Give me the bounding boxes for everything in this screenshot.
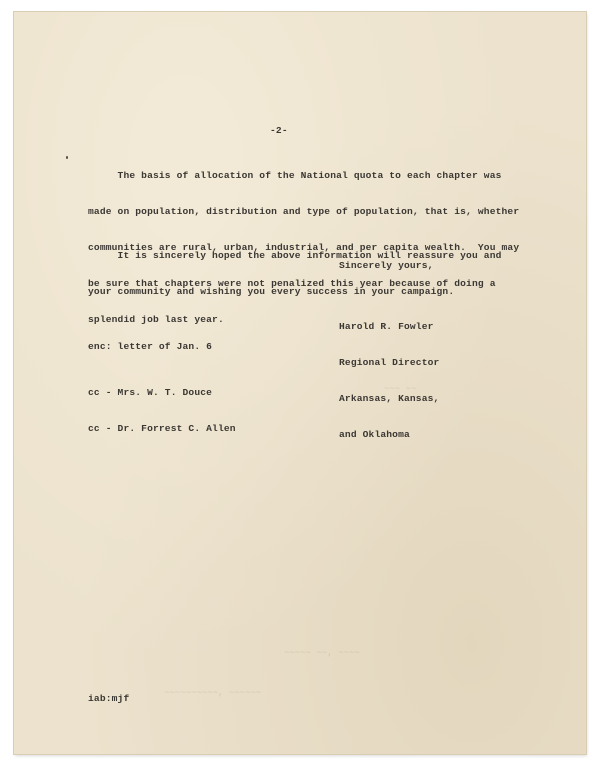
signer-region: Arkansas, Kansas, xyxy=(339,393,440,404)
signer-region: and Oklahoma xyxy=(339,429,410,440)
text-line: communities are rural, urban, industrial, and per capita wealth. You may xyxy=(88,242,520,253)
cc-recipient: cc - Dr. Forrest C. Allen xyxy=(88,423,236,434)
carbon-copy-list xyxy=(88,363,236,459)
body-paragraph-2 xyxy=(88,226,502,322)
page-number: -2- xyxy=(270,125,288,136)
text-line: your community and wishing you every success in your campaign. xyxy=(88,286,455,297)
signer-title: Regional Director xyxy=(339,357,440,368)
bleed-through-mark: ~~~~~~~~~~, ~~~~~~ xyxy=(164,688,262,698)
cc-recipient: cc - Mrs. W. T. Douce xyxy=(88,387,213,398)
margin-mark xyxy=(66,156,68,159)
bleed-through-mark: ~~~~~ ~~, ~~~~ xyxy=(284,648,360,658)
letter-page xyxy=(14,12,586,754)
text-line: The basis of allocation of the National quota to each chapter was xyxy=(88,170,502,181)
bleed-through-mark: ~~~ ~~ xyxy=(384,384,417,394)
signer-name: Harold R. Fowler xyxy=(339,321,434,332)
signature-block xyxy=(339,297,439,465)
text-line: be sure that chapters were not penalized this year because of doing a xyxy=(88,278,496,289)
complimentary-close: Sincerely yours, xyxy=(339,260,434,271)
enclosure-note: enc: letter of Jan. 6 xyxy=(88,341,213,352)
text-line: splendid job last year. xyxy=(88,314,224,325)
text-line: It is sincerely hoped the above information will reassure you and xyxy=(88,250,502,261)
text-line: made on population, distribution and type of population, that is, whether xyxy=(88,206,520,217)
reference-initials: iab:mjf xyxy=(88,693,130,704)
